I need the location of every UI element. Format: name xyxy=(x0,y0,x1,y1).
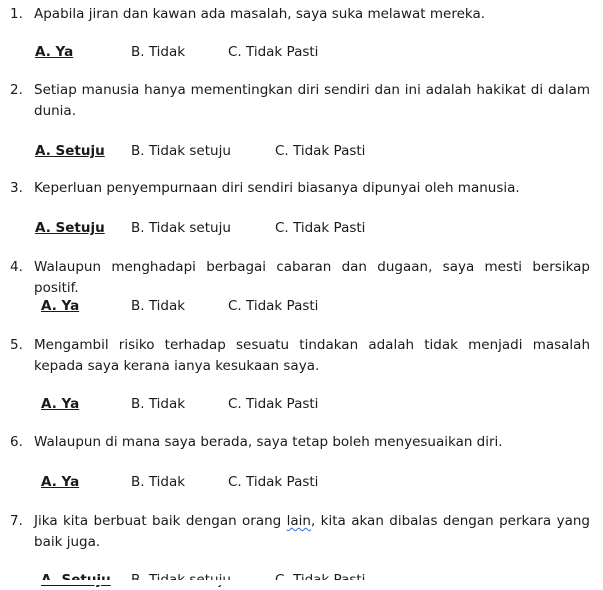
question-number: 2. xyxy=(10,82,23,98)
option-c: C. Tidak Pasti xyxy=(228,474,319,490)
question-3 xyxy=(10,178,590,199)
option-b: B. Tidak setuju xyxy=(131,220,231,236)
option-c: C. Tidak Pasti xyxy=(228,298,319,314)
question-text xyxy=(34,511,590,553)
option-b: B. Tidak xyxy=(131,298,186,314)
question-text: Mengambil risiko terhadap sesuatu tindakan adalah tidak menjadi masalah kepada saya kerana ianya kesukaan saya. xyxy=(34,337,590,374)
option-b: B. Tidak xyxy=(131,396,186,412)
option-a: A. Ya xyxy=(41,396,80,412)
option-c: C. Tidak Pasti xyxy=(228,44,319,60)
question-text: Keperluan penyempurnaan diri sendiri biasanya dipunyai oleh manusia. xyxy=(34,180,520,196)
question-2 xyxy=(10,80,590,122)
options-6 xyxy=(0,472,603,492)
question-text-part: Jika kita berbuat baik dengan orang xyxy=(34,513,287,529)
option-b: B. Tidak xyxy=(131,474,186,490)
spellcheck-flagged-word: lain xyxy=(286,513,311,529)
option-c: C. Tidak Pasti xyxy=(275,220,366,236)
question-number: 4. xyxy=(10,259,23,275)
options-3 xyxy=(0,218,603,238)
question-number: 1. xyxy=(10,6,23,22)
option-a: A. Setuju xyxy=(35,143,105,159)
option-a: A. Ya xyxy=(41,474,80,490)
question-number: 6. xyxy=(10,434,23,450)
option-c: C. Tidak Pasti xyxy=(275,143,366,159)
options-2 xyxy=(0,141,603,161)
options-5 xyxy=(0,394,603,414)
question-number: 3. xyxy=(10,180,23,196)
options-1 xyxy=(0,42,603,62)
question-5 xyxy=(10,335,590,377)
question-text: Apabila jiran dan kawan ada masalah, saya suka melawat mereka. xyxy=(34,6,486,22)
option-b: B. Tidak xyxy=(131,44,186,60)
question-text: Setiap manusia hanya mementingkan diri sendiri dan ini adalah hakikat di dalam dunia. xyxy=(34,82,590,119)
option-a: A. Setuju xyxy=(35,220,105,236)
question-6 xyxy=(10,432,590,453)
question-4 xyxy=(10,257,590,299)
question-text: Walaupun di mana saya berada, saya tetap boleh menyesuaikan diri. xyxy=(34,434,503,450)
question-text-part: , kita akan dibalas dengan perkara yang baik juga. xyxy=(34,513,590,550)
option-c: C. Tidak Pasti xyxy=(228,396,319,412)
question-number: 5. xyxy=(10,337,23,353)
question-7 xyxy=(10,511,590,553)
question-text: Walaupun menghadapi berbagai cabaran dan dugaan, saya mesti bersikap positif. xyxy=(34,259,590,296)
options-4 xyxy=(0,296,603,316)
option-a: A. Ya xyxy=(35,44,74,60)
question-1 xyxy=(10,4,590,25)
option-a: A. Ya xyxy=(41,298,80,314)
question-number: 7. xyxy=(10,513,23,529)
page-crop-edge xyxy=(0,580,603,585)
option-b: B. Tidak setuju xyxy=(131,143,231,159)
